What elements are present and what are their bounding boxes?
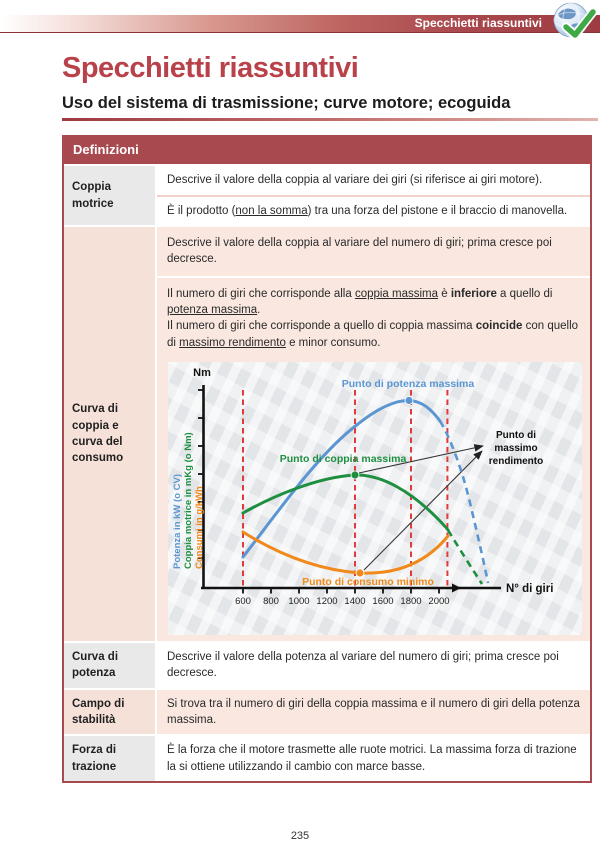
table-row-curva-coppia-consumo [64,225,590,641]
row-label: Forza di trazione [64,736,157,781]
x-axis-label: N° di giri [506,583,554,596]
rendimento-annotation: massimo [494,443,538,455]
consumption-curve [243,532,448,573]
definition-cell: Il numero di giri che corrisponde alla coppia massima è inferiore a quello di potenza massima. Il numero di giri che corrisponde a quello di coppia massima coincide con quello di massimo rendimento e minor consumo. [157,276,590,359]
rendimento-pointer-line [364,451,482,570]
engine-curves-chart [168,362,582,635]
definition-cell: Descrive il valore della potenza al variare del numero di giri; prima cresce poi decresce. [157,643,590,688]
engine-curves-chart-cell [157,359,590,641]
svg-text:800: 800 [263,596,279,608]
min-consumption-label: Punto di consumo minimo [302,576,434,589]
svg-text:1600: 1600 [372,596,394,608]
power-curve-dashed [440,421,488,583]
top-banner-label: Specchietti riassuntivi [414,16,542,30]
torque-curve [243,475,448,530]
definition-cell: È il prodotto (non la somma) tra una forza del pistone e il braccio di manovella. [157,195,590,225]
svg-text:1400: 1400 [344,596,366,608]
rendimento-annotation: rendimento [488,456,544,468]
consumption-axis-label: Consumi in g/kWh [194,486,205,570]
x-axis-arrow-icon [452,584,461,593]
page-number: 235 [290,830,310,842]
svg-text:1800: 1800 [400,596,422,608]
subtitle-rule [62,118,598,121]
row-label: Coppia motrice [64,166,157,225]
table-row-curva-potenza [64,641,590,688]
y-axis-unit-label: Nm [193,367,211,380]
max-power-point [405,397,413,405]
svg-text:2000: 2000 [428,596,450,608]
svg-text:600: 600 [235,596,251,608]
definition-cell: È la forza che il motore trasmette alle ruote motrici. La massima forza di trazione la si ottiene utilizzando il cambio con marce basse. [157,736,590,781]
rendimento-annotation: Punto di [496,430,536,442]
torque-axis-label: Coppia motrice in mKg (o Nm) [183,432,194,570]
max-power-label: Punto di potenza massima [341,378,475,391]
max-torque-point [351,471,359,479]
definition-cell: Si trova tra il numero di giri della coppia massima e il numero di giri della potenza massima. [157,690,590,735]
max-torque-label: Punto di coppia massima [279,453,407,466]
power-axis-label: Potenza in kW (o CV) [172,474,183,570]
table-row-coppia-motrice [64,164,590,225]
chart-generated-ticks [198,390,450,607]
definitions-table [62,135,592,783]
table-row-campo-stabilita [64,688,590,735]
globe-check-icon [552,1,598,45]
row-label: Curva di coppia e curva del consumo [64,227,157,641]
svg-text:1200: 1200 [316,596,338,608]
table-header: Definizioni [64,137,590,164]
definition-cell: Descrive il valore della coppia al variare dei giri (si riferisce ai giri motore). [157,166,590,194]
page-subtitle: Uso del sistema di trasmissione; curve motore; ecoguida [62,94,511,112]
page-title: Specchietti riassuntivi [62,52,359,84]
top-banner [0,15,600,33]
table-row-forza-trazione [64,734,590,781]
row-label: Campo di stabilità [64,690,157,735]
svg-text:1000: 1000 [288,596,310,608]
row-label: Curva di potenza [64,643,157,688]
definition-cell: Descrive il valore della coppia al variare del numero di giri; prima cresce poi decresce. [157,227,590,276]
